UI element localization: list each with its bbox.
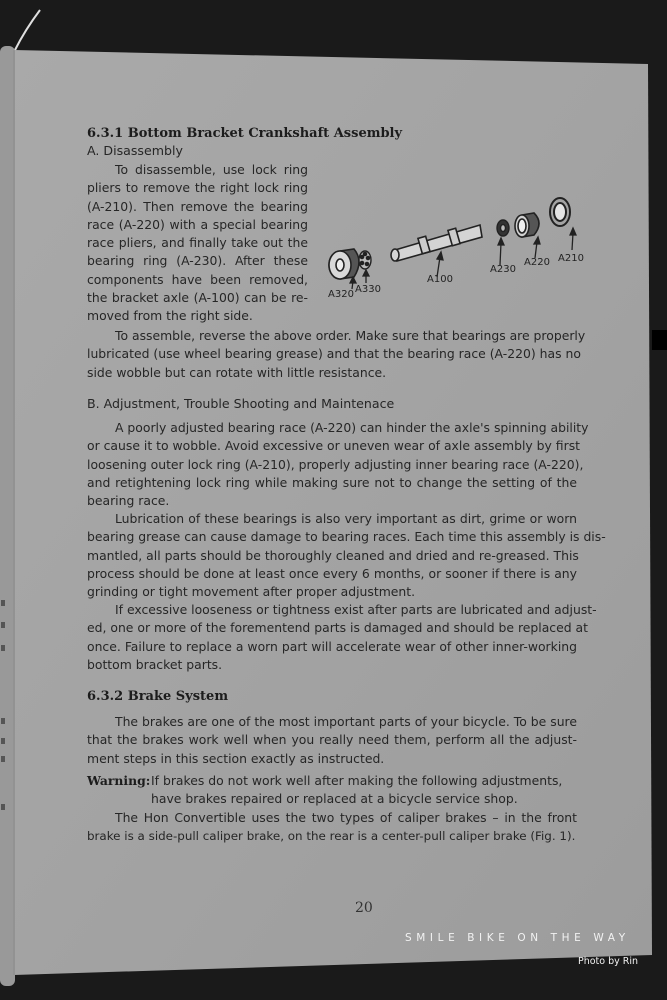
text-line: The Hon Convertible uses the two types of caliper brakes – in the front <box>115 810 577 825</box>
part-a100-axle <box>391 225 482 261</box>
exploded-parts-diagram <box>310 185 600 305</box>
margin-mark <box>1 645 5 651</box>
margin-mark <box>1 718 5 724</box>
text-line: ment steps in this section exactly as instructed. <box>87 750 385 766</box>
margin-mark <box>1 756 5 762</box>
text-line: pliers to remove the right lock ring <box>87 180 308 196</box>
watermark-title: SMILE BIKE ON THE WAY <box>405 932 630 944</box>
warning-label: Warning: <box>87 773 151 788</box>
brake-intro-paragraph <box>87 713 577 768</box>
diagram-label: A320 <box>328 289 354 300</box>
text-line: moved from the right side. <box>87 308 253 324</box>
assemble-paragraph <box>87 327 586 382</box>
text-line: The brakes are one of the most important parts of your bicycle. To be sure <box>115 714 577 729</box>
adjustment-paragraph-2 <box>87 510 606 601</box>
text-line: bearing ring (A-230). After these <box>87 253 308 269</box>
diagram-label: A210 <box>558 253 584 264</box>
text-line: grinding or tight movement after proper adjustment. <box>87 584 416 600</box>
diagram-label: A330 <box>355 284 381 295</box>
text-line: bearing grease can cause damage to bearing races. Each time this assembly is dis- <box>87 529 606 545</box>
photo-credit: Photo by Rin <box>578 956 639 967</box>
adjustment-paragraph-3 <box>87 601 597 674</box>
diagram-label: A230 <box>490 264 516 275</box>
text-line: If brakes do not work well after making the following adjustments, <box>151 773 563 788</box>
text-line: bottom bracket parts. <box>87 656 223 672</box>
text-line: (A-210). Then remove the bearing <box>87 198 308 214</box>
subheading-adjustment: B. Adjustment, Trouble Shooting and Maintenace <box>87 396 395 411</box>
text-line: components have been removed, <box>87 271 308 287</box>
brake-types-paragraph <box>87 809 577 846</box>
dark-strip <box>652 330 667 350</box>
text-line: race (A-220) with a special bearing <box>87 216 308 232</box>
section-heading-632: 6.3.2 Brake System <box>87 689 229 704</box>
margin-mark <box>1 804 5 810</box>
text-line: loosening outer lock ring (A-210), properly adjusting inner bearing race (A-220), <box>87 456 584 472</box>
left-page-edge <box>0 46 15 986</box>
text-line: and retightening lock ring while making sure not to change the setting of the <box>87 474 577 490</box>
text-line: side wobble but can rotate with little resistance. <box>87 364 387 380</box>
diagram-label: A100 <box>427 274 453 285</box>
text-line: lubricated (use wheel bearing grease) and that the bearing race (A-220) has no <box>87 346 581 362</box>
margin-mark <box>1 622 5 628</box>
part-a210-lockring <box>550 198 570 226</box>
text-line: once. Failure to replace a worn part will accelerate wear of other inner-working <box>87 638 577 654</box>
text-line: If excessive looseness or tightness exist after parts are lubricated and adjust- <box>115 602 597 617</box>
text-line: the bracket axle (A-100) can be re- <box>87 290 308 306</box>
paper-curl-edge <box>15 10 40 50</box>
text-line: that the brakes work well when you really need them, perform all the adjust- <box>87 732 577 748</box>
text-line: A poorly adjusted bearing race (A-220) can hinder the axle's spinning ability <box>115 420 589 435</box>
part-a230-bearing <box>497 220 509 236</box>
diagram-label: A220 <box>524 257 550 268</box>
text-line: process should be done at least once every 6 months, or sooner if there is any <box>87 565 577 581</box>
text-line: bearing race. <box>87 493 170 509</box>
disassembly-paragraph <box>87 161 308 326</box>
text-line: race pliers, and finally take out the <box>87 235 308 251</box>
text-line: ed, one or more of the forementend parts is damaged and should be replaced at <box>87 620 588 636</box>
margin-mark <box>1 738 5 744</box>
margin-mark <box>1 600 5 606</box>
text-line: brake is a side-pull caliper brake, on the rear is a center-pull caliper brake (Fig. 1). <box>87 829 576 844</box>
text-line: Lubrication of these bearings is also very important as dirt, grime or worn <box>115 511 577 526</box>
part-a320-cup <box>329 249 359 279</box>
part-a220-race <box>515 213 539 237</box>
page-number: 20 <box>355 900 373 916</box>
section-heading-631: 6.3.1 Bottom Bracket Crankshaft Assembly <box>87 126 403 141</box>
text-line: To disassemble, use lock ring <box>115 162 308 177</box>
part-a330-bearing <box>359 251 371 269</box>
text-line: To assemble, reverse the above order. Make sure that bearings are properly <box>115 328 586 343</box>
adjustment-paragraph-1 <box>87 419 589 510</box>
text-line: have brakes repaired or replaced at a bicycle service shop. <box>151 791 518 806</box>
subheading-disassembly: A. Disassembly <box>87 143 183 158</box>
text-line: mantled, all parts should be thoroughly cleaned and dried and re-greased. This <box>87 547 579 563</box>
text-line: or cause it to wobble. Avoid excessive or uneven wear of axle assembly by first <box>87 438 581 454</box>
